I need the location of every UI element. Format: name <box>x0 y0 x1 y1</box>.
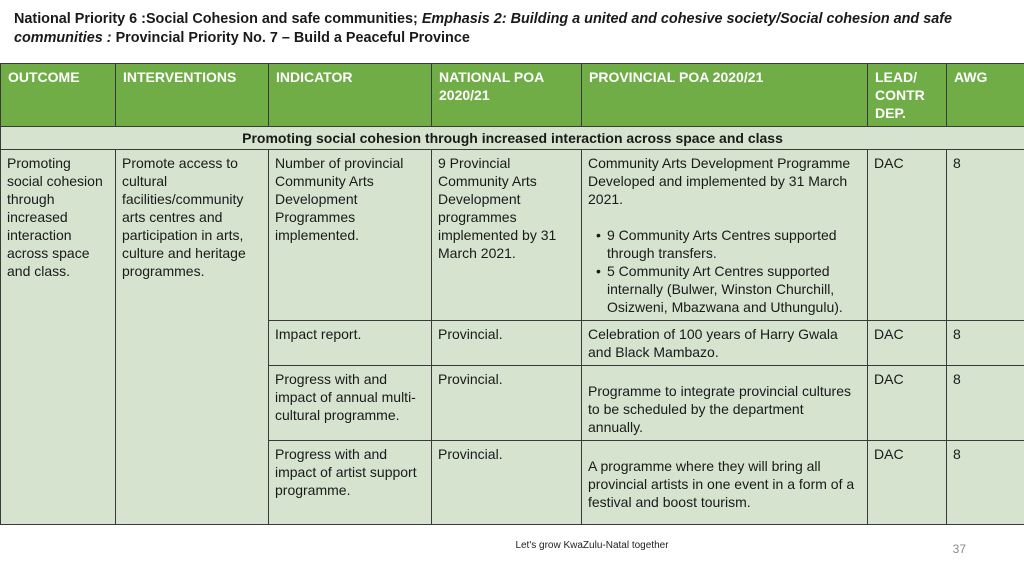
lead-dep-cell: DAC <box>868 441 947 525</box>
section-title: Promoting social cohesion through increased interaction across space and class <box>1 127 1024 150</box>
page-number: 37 <box>952 542 966 556</box>
title-part-2: Emphasis 2: Building a united and cohesive society/Social cohesion and safe communities : <box>14 11 953 46</box>
title-part-1: National Priority 6 :Social Cohesion and safe communities; <box>14 11 422 27</box>
header-row <box>1 64 1024 127</box>
provincial-poa-text: Programme to integrate provincial cultures to be scheduled by the department annually. <box>588 383 852 435</box>
header-outcome: OUTCOME <box>1 64 116 127</box>
provincial-poa-cell <box>582 366 868 441</box>
indicator-cell: Progress with and impact of annual multi-cultural programme. <box>269 366 432 441</box>
provincial-poa-cell <box>582 150 868 321</box>
indicator-cell: Number of provincial Community Arts Development Programmes implemented. <box>269 150 432 321</box>
header-provincial-poa: PROVINCIAL POA 2020/21 <box>582 64 868 127</box>
lead-dep-cell: DAC <box>868 321 947 366</box>
title-part-3: Provincial Priority No. 7 – Build a Peaceful Province <box>115 30 470 46</box>
national-poa-cell: Provincial. <box>432 441 582 525</box>
provincial-poa-text: A programme where they will bring all provincial artists in one event in a form of a festival and boost tourism. <box>588 458 855 510</box>
intervention-cell: Promote access to cultural facilities/community arts centres and participation in arts, culture and heritage programmes. <box>116 150 269 525</box>
table-row <box>1 150 1024 321</box>
indicator-cell: Progress with and impact of artist support programme. <box>269 441 432 525</box>
footer-tagline: Let's grow KwaZulu-Natal together <box>515 540 669 551</box>
national-poa-cell: 9 Provincial Community Arts Development programmes implemented by 31 March 2021. <box>432 150 582 321</box>
section-row <box>1 127 1024 150</box>
provincial-intro: Community Arts Development Programme Developed and implemented by 31 March 2021. <box>588 155 851 207</box>
slide-title <box>14 10 1014 48</box>
outcome-cell: Promoting social cohesion through increased interaction across space and class. <box>1 150 116 525</box>
national-poa-cell: Provincial. <box>432 366 582 441</box>
provincial-poa-cell: Celebration of 100 years of Harry Gwala and Black Mambazo. <box>582 321 868 366</box>
list-item: • 5 Community Art Centres supported internally (Bulwer, Winston Churchill, Osizweni, Mbazwana and Uthungulu). <box>607 262 861 316</box>
header-lead-dep: LEAD/ CONTR DEP. <box>868 64 947 127</box>
header-national-poa: NATIONAL POA 2020/21 <box>432 64 582 127</box>
national-poa-cell: Provincial. <box>432 321 582 366</box>
awg-cell: 8 <box>947 441 1024 525</box>
lead-dep-cell: DAC <box>868 150 947 321</box>
lead-dep-cell: DAC <box>868 366 947 441</box>
awg-cell: 8 <box>947 150 1024 321</box>
header-indicator: INDICATOR <box>269 64 432 127</box>
provincial-bullet-list <box>588 226 861 316</box>
list-item: • 9 Community Arts Centres supported through transfers. <box>607 226 861 262</box>
priority-table <box>0 63 1024 525</box>
provincial-poa-cell <box>582 441 868 525</box>
awg-cell: 8 <box>947 366 1024 441</box>
header-awg: AWG <box>947 64 1024 127</box>
awg-cell: 8 <box>947 321 1024 366</box>
indicator-cell: Impact report. <box>269 321 432 366</box>
header-interventions: INTERVENTIONS <box>116 64 269 127</box>
